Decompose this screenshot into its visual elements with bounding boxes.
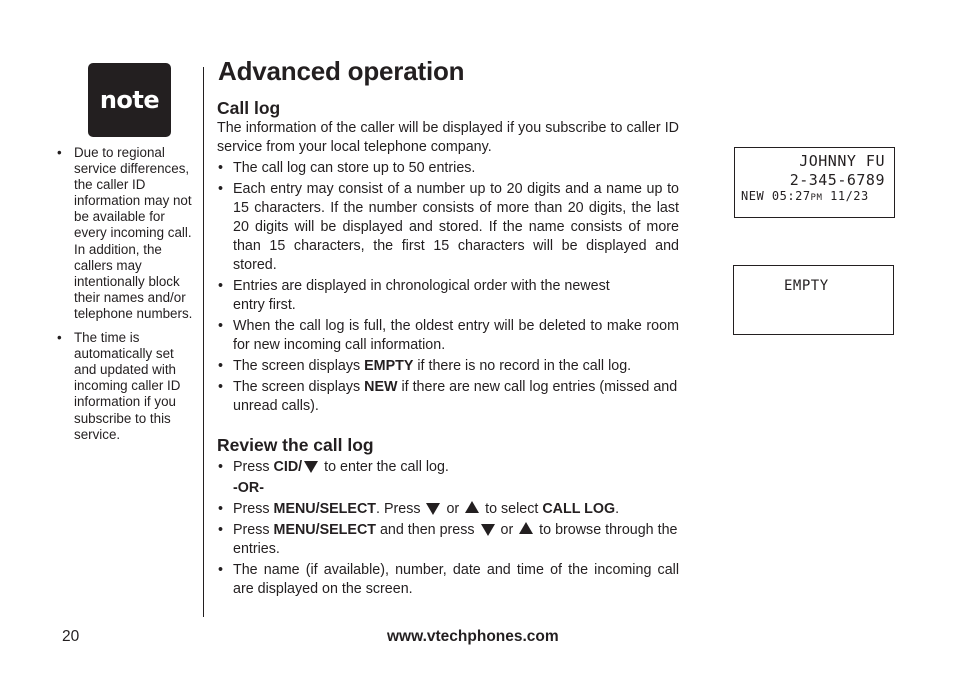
bullet-item: • The screen displays EMPTY if there is no record in the call log. — [217, 357, 679, 376]
lcd-status-line — [741, 189, 869, 203]
review-bullets — [217, 458, 679, 599]
side-note-item: • Due to regional service differences, the caller ID information may not be available for every incoming call. In addition, the callers may intentionally block their names and/or telephone numbers. — [55, 145, 195, 322]
or-separator: -OR- — [233, 480, 264, 496]
call-log-intro: The information of the caller will be displayed if you subscribe to caller ID service from your local telephone company. — [217, 120, 679, 155]
empty-keyword: EMPTY — [364, 358, 414, 374]
bullet-item: • Press MENU/SELECT. Press or to select CALL LOG. — [217, 500, 679, 519]
bullet-item: • Each entry may consist of a number up to 20 digits and a name up to 15 characters. If the number consists of more than 20 digits, the last 20 digits will be displayed and stored. If the name consists of more than 15 characters, the first 15 characters will be displayed and stored. — [217, 180, 679, 275]
call-log-heading: Call log — [217, 98, 281, 118]
column-divider — [203, 67, 204, 617]
call-log-bullets — [217, 159, 679, 416]
page-number: 20 — [62, 628, 80, 645]
review-heading: Review the call log — [217, 435, 374, 455]
bullet-item: • Entries are displayed in chronological order with the newest entry first. — [217, 277, 679, 315]
bullet-item: • When the call log is full, the oldest entry will be deleted to make room for new incoming call information. — [217, 317, 679, 355]
down-arrow-icon — [426, 503, 440, 515]
up-arrow-icon — [519, 522, 533, 534]
lcd-new-indicator: NEW — [741, 189, 765, 203]
side-notes — [55, 145, 195, 451]
lcd-empty-text: EMPTY — [784, 278, 829, 294]
bullet-item: • Press CID/ to enter the call log. -OR- — [217, 458, 679, 498]
main-content — [217, 97, 679, 599]
menu-select-key: MENU/SELECT — [273, 522, 376, 538]
bullet-item: • Press MENU/SELECT and then press or to browse through the entries. — [217, 521, 679, 559]
note-badge — [88, 63, 171, 137]
page-title: Advanced operation — [218, 56, 465, 86]
down-arrow-icon — [481, 524, 495, 536]
lcd-time: 05:27 — [771, 189, 811, 203]
note-label: note — [99, 86, 160, 114]
lcd-empty-screen — [733, 265, 894, 335]
lcd-caller-name: JOHNNY FU — [799, 152, 885, 170]
lcd-date: 11/23 — [830, 189, 869, 203]
footer-url: www.vtechphones.com — [387, 628, 559, 645]
bullet-item: • The screen displays NEW if there are new call log entries (missed and unread calls). — [217, 378, 679, 416]
menu-select-key: MENU/SELECT — [273, 501, 376, 517]
lcd-caller-number: 2-345-6789 — [789, 171, 885, 189]
lcd-caller-entry — [734, 147, 895, 218]
new-keyword: NEW — [364, 379, 398, 395]
side-note-item: • The time is automatically set and updated with incoming caller ID information if you subscribe to this service. — [55, 330, 195, 443]
call-log-key: CALL LOG — [542, 501, 616, 517]
bullet-item: • The call log can store up to 50 entries. — [217, 159, 679, 178]
cid-key: CID/ — [273, 459, 303, 475]
up-arrow-icon — [465, 501, 479, 513]
down-arrow-icon — [304, 461, 318, 473]
lcd-ampm: PM — [810, 193, 823, 203]
bullet-item: • The name (if available), number, date and time of the incoming call are displayed on the screen. — [217, 561, 679, 599]
